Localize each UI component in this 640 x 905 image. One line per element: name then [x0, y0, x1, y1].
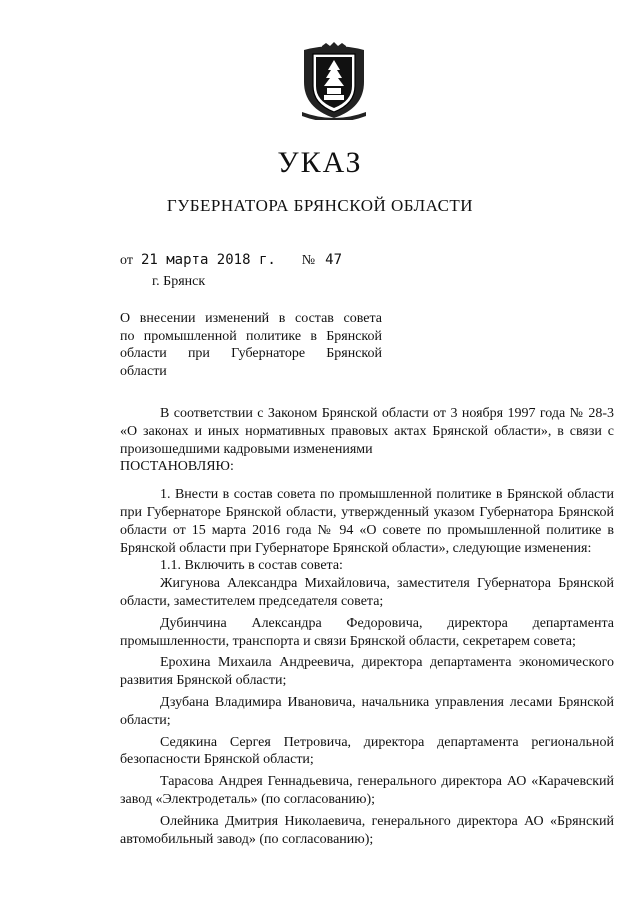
subject-line: О внесении изменений в состав совета	[120, 311, 382, 326]
document-title: УКАЗ	[277, 146, 363, 179]
document-subtitle: ГУБЕРНАТОРА БРЯНСКОЙ ОБЛАСТИ	[166, 196, 474, 215]
decree-number: 47	[325, 252, 343, 268]
decree-subject	[120, 310, 382, 380]
point-1-paragraph: 1. Внести в состав совета по промышленной политике в Брянской области при Губернаторе Брянской области, утвержденный указом Губернатора Брянской области от 15 марта 2016 года № 94 «О совете по промышленной политике в Брянской области при Губернаторе Брянской области», следующие изменения:	[120, 487, 614, 556]
member-item: Дубинчина Александра Федоровича, директора департамента промышленности, транспорта и связи Брянской области, секретарем совета;	[120, 615, 614, 649]
city: г. Брянск	[152, 274, 206, 289]
subject-line: области при Губернаторе Брянской	[120, 346, 382, 361]
decree-body	[120, 405, 614, 848]
member-item: Тарасова Андрея Геннадьевича, генерального директора АО «Карачевский завод «Электродеталь» (по согласованию);	[120, 774, 614, 807]
member-item: Седякина Сергея Петровича, директора департамента региональной безопасности Брянской области;	[120, 734, 614, 768]
date-number-line	[120, 252, 342, 269]
subject-line: области	[120, 363, 167, 379]
decree-date: 21 марта 2018 г.	[140, 252, 276, 268]
decree-word: ПОСТАНОВЛЯЮ:	[120, 459, 234, 475]
date-prefix: от	[120, 253, 133, 268]
preamble-paragraph: В соответствии с Законом Брянской области от 3 ноября 1997 года № 28-3 «О законах и иных нормативных правовых актах Брянской области», в связи с произошедшими кадровыми изменениями	[120, 406, 614, 457]
member-item: Олейника Дмитрия Николаевича, генерального директора АО «Брянский автомобильный завод» (по согласованию);	[120, 813, 614, 847]
coat-of-arms-emblem	[300, 42, 368, 120]
number-prefix: №	[301, 253, 316, 268]
subject-line: по промышленной политике в Брянской	[120, 328, 382, 344]
point-1-1-paragraph: 1.1. Включить в состав совета:	[160, 558, 343, 574]
member-item: Ерохина Михаила Андреевича, директора департамента экономического развития Брянской области;	[120, 655, 614, 689]
member-item: Дзубана Владимира Ивановича, начальника управления лесами Брянской области;	[120, 694, 614, 728]
member-item: Жигунова Александра Михайловича, заместителя Губернатора Брянской области, заместителем председателя совета;	[120, 576, 614, 609]
